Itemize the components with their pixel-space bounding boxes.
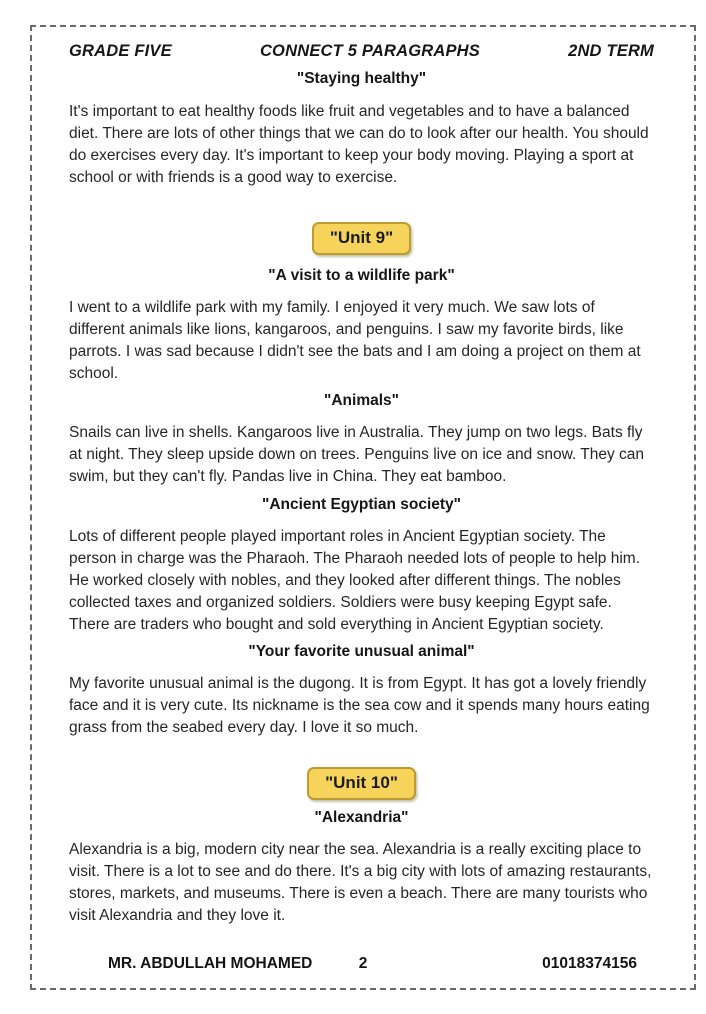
- paragraph-animals: Snails can live in shells. Kangaroos live in Australia. They jump on two legs. Bats fly at night. They sleep upside down on trees. Penguins live on ice and snow. They can swim, but they can't fly. Pandas live in China. They eat bamboo.: [69, 424, 645, 485]
- paragraph-egyptian-society: Lots of different people played important roles in Ancient Egyptian society. The person in charge was the Pharaoh. The Pharaoh needed lots of people to help him. He worked closely with nobles, and they looked after different things. The nobles collected taxes and organized soldiers. Soldiers were busy keeping Egypt safe. There are traders who bought and sold everything in Ancient Egyptian society.: [69, 528, 641, 633]
- page-footer: [32, 955, 694, 973]
- paragraph-staying-healthy: It's important to eat healthy foods like fruit and vegetables and to have a balanced diet. There are lots of other things that we can do to look after our health. You should do exercises every day. It's important to keep your body moving. Playing a sport at school or with friends is a good way to exercise.: [69, 103, 649, 186]
- worksheet-page: [30, 25, 696, 990]
- footer-page-number: 2: [358, 955, 368, 972]
- footer-teacher-name: MR. ABDULLAH MOHAMED: [108, 955, 313, 972]
- header-grade: GRADE FIVE: [69, 42, 172, 60]
- unit-10-badge-wrap: [69, 767, 654, 800]
- header-title: CONNECT 5 PARAGRAPHS: [259, 42, 480, 60]
- unit-9-badge-wrap: [69, 222, 654, 255]
- section-title-egyptian-society: "Ancient Egyptian society": [261, 496, 462, 513]
- section-title-alexandria: "Alexandria": [314, 809, 409, 826]
- paragraph-alexandria: Alexandria is a big, modern city near the sea. Alexandria is a really exciting place to visit. There is a lot to see and do there. It's a big city with lots of amazing restaurants, stores, markets, and museums. There is even a beach. There are many tourists who visit Alexandria and they love it.: [69, 841, 652, 924]
- paragraph-wildlife-park: I went to a wildlife park with my family. I enjoyed it very much. We saw lots of different animals like lions, kangaroos, and penguins. I saw my favorite birds, like parrots. I was sad because I didn't see the bats and I am doing a project on them at school.: [69, 299, 641, 382]
- unit-10-badge: "Unit 10": [307, 767, 416, 800]
- header-term: 2ND TERM: [568, 42, 654, 60]
- paragraph-unusual-animal: My favorite unusual animal is the dugong. It is from Egypt. It has got a lovely friendly face and it is very cute. Its nickname is the sea cow and it spends many hours eating grass from the seabed every day. I love it so much.: [69, 675, 650, 736]
- section-title-wildlife-park: "A visit to a wildlife park": [268, 267, 455, 284]
- section-title-animals: "Animals": [324, 392, 399, 409]
- unit-9-badge: "Unit 9": [312, 222, 411, 255]
- page-header: [69, 42, 654, 61]
- section-title-staying-healthy: "Staying healthy": [296, 70, 427, 87]
- section-title-unusual-animal: "Your favorite unusual animal": [248, 643, 475, 660]
- footer-phone-number: 01018374156: [542, 955, 637, 972]
